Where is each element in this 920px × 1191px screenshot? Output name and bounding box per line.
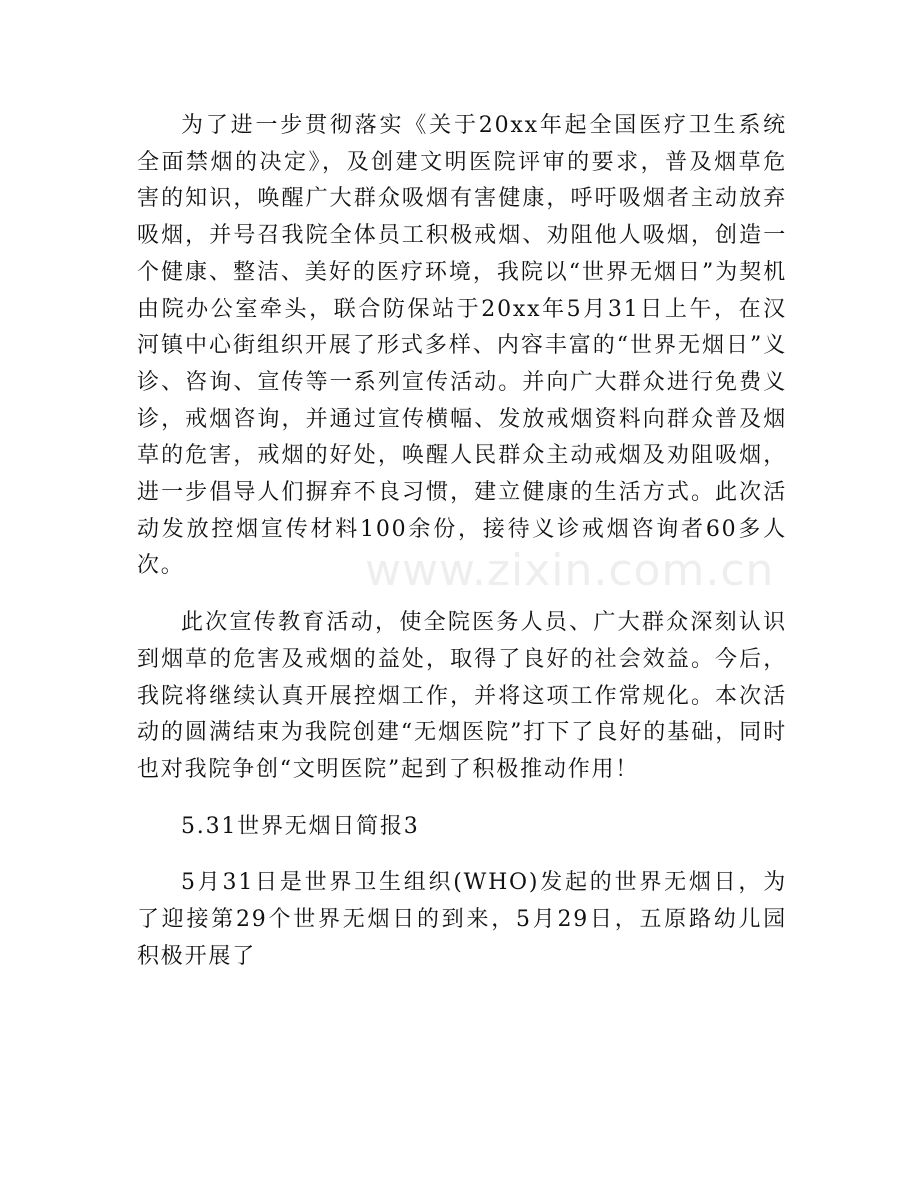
paragraph-1: 为了进一步贯彻落实《关于20xx年起全国医疗卫生系统全面禁烟的决定》，及创建文明医院评审的要求，普及烟草危害的知识，唤醒广大群众吸烟有害健康，呼吁吸烟者主动放弃吸烟，并号召我院全体员工积极戒烟、劝阻他人吸烟，创造一个健康、整洁、美好的医疗环境，我院以“世界无烟日”为契机由院办公室牵头，联合防保站于20xx年5月31日上午，在汉河镇中心街组织开展了形式多样、内容丰富的“世界无烟日”义诊、咨询、宣传等一系列宣传活动。并向广大群众进行免费义诊，戒烟咨询，并通过宣传横幅、发放戒烟资料向群众普及烟草的危害，戒烟的好处，唤醒人民群众主动戒烟及劝阻吸烟，进一步倡导人们摒弃不良习惯，建立健康的生活方式。此次活动发放控烟宣传材料100余份，接待义诊戒烟咨询者60多人次。: [137, 113, 787, 579]
paragraph-2: 此次宣传教育活动，使全院医务人员、广大群众深刻认识到烟草的危害及戒烟的益处，取得了良好的社会效益。今后，我院将继续认真开展控烟工作，并将这项工作常规化。本次活动的圆满结束为我院创建“无烟医院”打下了良好的基础，同时也对我院争创“文明医院”起到了积极推动作用！: [137, 610, 787, 782]
paragraph-gap: [137, 789, 787, 809]
document-body: [137, 108, 787, 975]
watermark: www.zixin.com.cn: [365, 545, 775, 596]
paragraph-gap: [137, 845, 787, 865]
paragraph-3: 5月31日是世界卫生组织(WHO)发起的世界无烟日，为了迎接第29个世界无烟日的到来，5月29日，五原路幼儿园积极开展了: [137, 870, 787, 969]
section-heading: 5.31世界无烟日简报3: [181, 813, 420, 839]
